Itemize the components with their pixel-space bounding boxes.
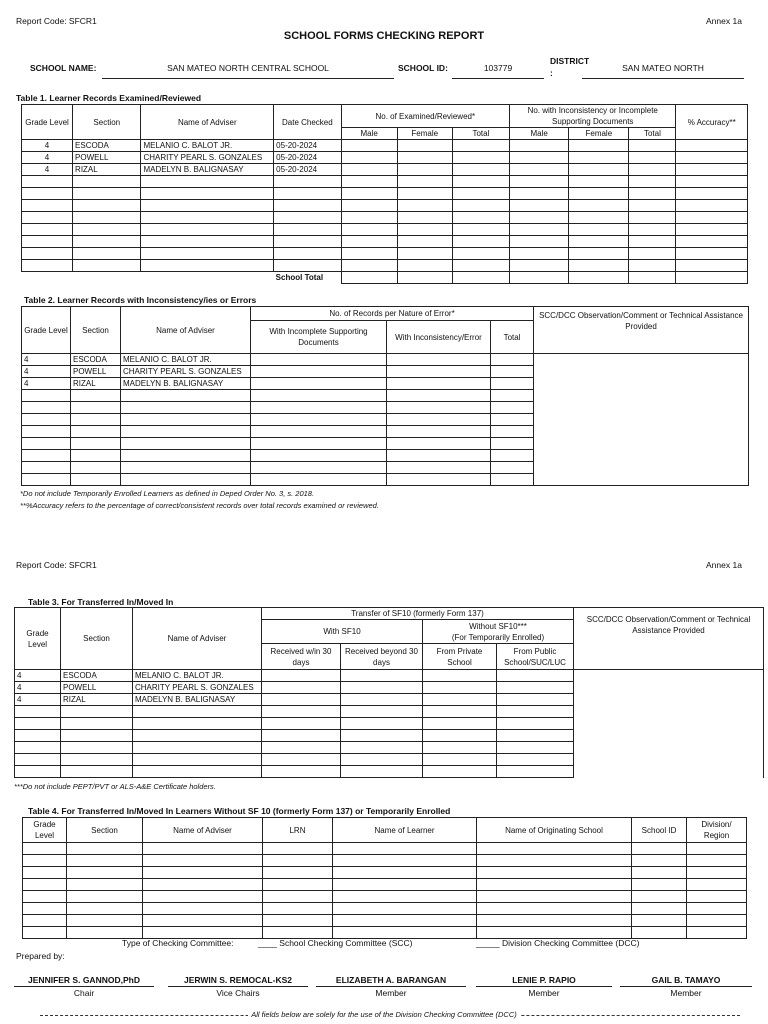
cell-adviser: MADELYN B. BALIGNASAY [133, 694, 262, 706]
cell-grade: 4 [22, 140, 73, 152]
cell-grade: 4 [22, 378, 71, 390]
school-id-label: SCHOOL ID: [398, 63, 448, 73]
t1-header-adviser: Name of Adviser [141, 105, 274, 140]
cell-grade: 4 [15, 670, 61, 682]
t4-header-grade: Grade Level [23, 818, 67, 843]
t3-header-without-sf10-title: Without SF10*** [469, 621, 527, 631]
t4-header-origin-school: Name of Originating School [477, 818, 632, 843]
district-value: SAN MATEO NORTH [582, 62, 744, 79]
cell-date: 05-20-2024 [274, 140, 341, 152]
cell-adviser: CHARITY PEARL S. GONZALES [133, 682, 262, 694]
table1 [21, 104, 748, 284]
table-row [15, 670, 764, 682]
annex-label-2: Annex 1a [706, 560, 742, 570]
t4-header-division: Division/ Region [687, 818, 747, 843]
cell-adviser: MADELYN B. BALIGNASAY [141, 164, 274, 176]
signatory-name: JERWIN S. REMOCAL-KS2 [184, 975, 292, 985]
t1-header-date: Date Checked [274, 105, 341, 140]
t1-header-examined: No. of Examined/Reviewed* [341, 105, 509, 128]
signatory-role: Member [375, 988, 407, 998]
annex-label: Annex 1a [706, 16, 742, 26]
table-row [22, 140, 748, 152]
table3-caption: Table 3. For Transferred In/Moved In [28, 597, 174, 607]
school-id-value: 103779 [452, 62, 544, 79]
t3-header-received-within: Received w/in 30 days [262, 644, 341, 670]
dcc-option[interactable]: _____ Division Checking Committee (DCC) [476, 938, 640, 948]
signatory-role: Member [670, 988, 702, 998]
table1-caption: Table 1. Learner Records Examined/Reviewed [16, 93, 202, 103]
cell-section: POWELL [61, 682, 133, 694]
t1-header-female-2: Female [569, 128, 629, 140]
t4-header-adviser: Name of Adviser [143, 818, 263, 843]
table3-note: ***Do not include PEPT/PVT or ALS-A&E Certificate holders. [14, 782, 216, 791]
t1-header-section: Section [73, 105, 141, 140]
table2-note-2: **%Accuracy refers to the percentage of correct/consistent records over total records examined or reviewed. [20, 501, 379, 510]
t2-header-total: Total [491, 321, 534, 354]
table3 [14, 607, 764, 778]
t3-observation-cell [574, 670, 764, 778]
table-row [22, 164, 748, 176]
signatory-role: Chair [73, 988, 95, 998]
t4-header-school-id: School ID [632, 818, 687, 843]
table2 [21, 306, 749, 486]
t1-header-total-2: Total [629, 128, 676, 140]
t2-header-adviser: Name of Adviser [121, 307, 251, 354]
t1-header-grade: Grade Level [22, 105, 73, 140]
t3-header-from-private: From Private School [423, 644, 497, 670]
cell-section: ESCODA [71, 354, 121, 366]
cell-section: ESCODA [61, 670, 133, 682]
t3-header-adviser: Name of Adviser [133, 608, 262, 670]
signatory-name: ELIZABETH A. BARANGAN [335, 975, 447, 985]
signatory-name: GAIL B. TAMAYO [651, 975, 721, 985]
cell-adviser: MADELYN B. BALIGNASAY [121, 378, 251, 390]
cell-date: 05-20-2024 [274, 152, 341, 164]
t2-header-inconsistency: With Inconsistency/Error [387, 321, 491, 354]
table4-caption: Table 4. For Transferred In/Moved In Learners Without SF 10 (formerly Form 137) or Temporarily Enrolled [28, 806, 451, 816]
t4-header-section: Section [67, 818, 143, 843]
page-title: SCHOOL FORMS CHECKING REPORT [283, 30, 485, 42]
t3-header-without-sf10 [423, 620, 574, 644]
cell-grade: 4 [15, 682, 61, 694]
school-name-value: SAN MATEO NORTH CENTRAL SCHOOL [102, 62, 394, 79]
prepared-by-label: Prepared by: [16, 951, 65, 961]
t4-header-lrn: LRN [263, 818, 333, 843]
signatory-name: JENNIFER S. GANNOD,PhD [28, 975, 140, 985]
cell-grade: 4 [15, 694, 61, 706]
t2-observation-cell [534, 354, 749, 486]
dcc-note-wrap [0, 1010, 768, 1019]
t1-header-inconsistency: No. with Inconsistency or Incomplete Supporting Documents [510, 105, 676, 128]
cell-grade: 4 [22, 354, 71, 366]
report-code: Report Code: SFCR1 [16, 16, 97, 26]
t1-header-male: Male [341, 128, 397, 140]
scc-option[interactable]: ____ School Checking Committee (SCC) [258, 938, 413, 948]
t1-header-male-2: Male [510, 128, 569, 140]
cell-date: 05-20-2024 [274, 164, 341, 176]
t3-header-with-sf10: With SF10 [262, 620, 423, 644]
t3-header-from-public: From Public School/SUC/LUC [497, 644, 574, 670]
cell-adviser: CHARITY PEARL S. GONZALES [121, 366, 251, 378]
cell-adviser: MELANIO C. BALOT JR. [141, 140, 274, 152]
t3-header-without-sf10-sub: (For Temporarily Enrolled) [451, 632, 545, 642]
t1-header-female: Female [397, 128, 452, 140]
t2-header-incomplete: With Incomplete Supporting Documents [251, 321, 387, 354]
t4-header-learner: Name of Learner [333, 818, 477, 843]
school-name-label: SCHOOL NAME: [30, 63, 97, 73]
dcc-note: All fields below are solely for the use of the Division Checking Committee (DCC) [248, 1010, 520, 1019]
report-code-2: Report Code: SFCR1 [16, 560, 97, 570]
cell-adviser: CHARITY PEARL S. GONZALES [141, 152, 274, 164]
school-total-label: School Total [275, 272, 324, 282]
t3-header-transfer: Transfer of SF10 (formerly Form 137) [262, 608, 574, 620]
t3-header-grade: Grade Level [15, 608, 61, 670]
district-colon: : [550, 68, 553, 78]
signatory-role: Vice Chairs [216, 988, 260, 998]
table-row [22, 152, 748, 164]
table-row [22, 354, 749, 366]
t2-header-grade: Grade Level [22, 307, 71, 354]
district-label: DISTRICT [550, 56, 590, 66]
t1-header-accuracy: % Accuracy** [676, 105, 748, 140]
cell-grade: 4 [22, 366, 71, 378]
cell-section: RIZAL [73, 164, 141, 176]
cell-section: RIZAL [71, 378, 121, 390]
cell-adviser: MELANIO C. BALOT JR. [121, 354, 251, 366]
table2-caption: Table 2. Learner Records with Inconsistency/ies or Errors [24, 295, 257, 305]
cell-section: ESCODA [73, 140, 141, 152]
cell-section: POWELL [71, 366, 121, 378]
t3-header-received-beyond: Received beyond 30 days [341, 644, 423, 670]
t3-header-section: Section [61, 608, 133, 670]
table4 [22, 817, 747, 939]
signatory-name: LENIE P. RAPIO [512, 975, 576, 985]
cell-section: POWELL [73, 152, 141, 164]
t1-header-total: Total [452, 128, 509, 140]
table2-note-1: *Do not include Temporarily Enrolled Learners as defined in Deped Order No. 3, s. 2018. [20, 489, 315, 498]
cell-grade: 4 [22, 152, 73, 164]
signatory-role: Member [528, 988, 560, 998]
t2-header-observation: SCC/DCC Observation/Comment or Technical Assistance Provided [534, 307, 749, 354]
t2-header-nature: No. of Records per Nature of Error* [251, 307, 534, 321]
committee-type-label: Type of Checking Committee: [122, 938, 234, 948]
t2-header-section: Section [71, 307, 121, 354]
cell-section: RIZAL [61, 694, 133, 706]
cell-grade: 4 [22, 164, 73, 176]
cell-adviser: MELANIO C. BALOT JR. [133, 670, 262, 682]
t3-header-observation: SCC/DCC Observation/Comment or Technical Assistance Provided [574, 608, 764, 670]
